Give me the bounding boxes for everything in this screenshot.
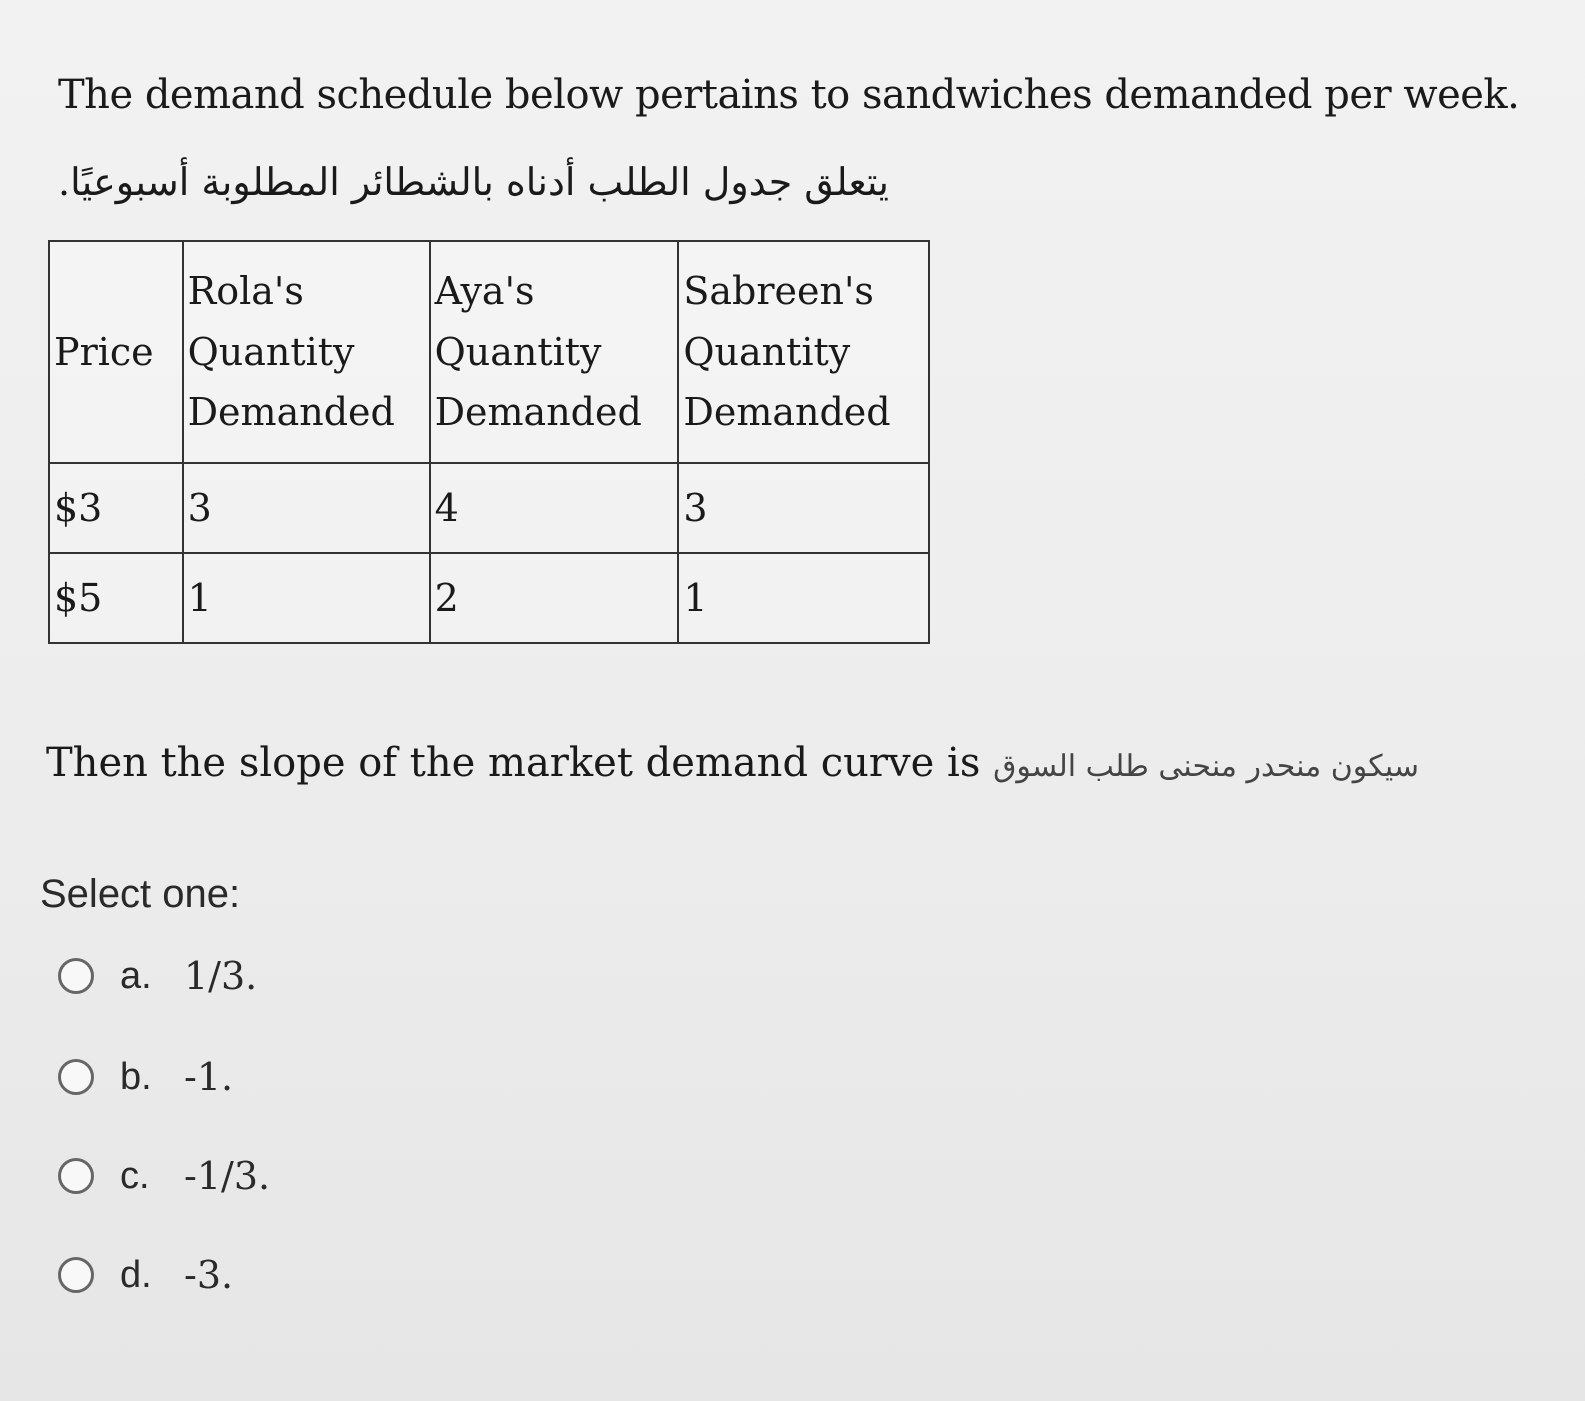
option-b[interactable]	[58, 1055, 233, 1099]
option-d[interactable]	[58, 1253, 233, 1297]
demand-schedule-table	[48, 240, 930, 644]
header-sabreen-quantity: Sabreen's Quantity Demanded	[678, 241, 929, 463]
cell-rola: 1	[183, 553, 430, 643]
option-a[interactable]	[58, 954, 257, 998]
cell-rola: 3	[183, 463, 430, 553]
radio-button-a[interactable]	[58, 958, 94, 994]
option-letter: d.	[120, 1253, 152, 1296]
header-price: Price	[49, 241, 183, 463]
slope-question-arabic: سيكون منحدر منحنى طلب السوق	[993, 749, 1420, 784]
cell-sabreen: 3	[678, 463, 929, 553]
header-aya-quantity: Aya's Quantity Demanded	[430, 241, 679, 463]
question-text-arabic: يتعلق جدول الطلب أدناه بالشطائر المطلوبة أسبوعيًا.	[58, 160, 889, 204]
option-text: -3.	[184, 1253, 234, 1297]
option-text: -1/3.	[184, 1154, 271, 1198]
cell-aya: 4	[430, 463, 679, 553]
radio-button-b[interactable]	[58, 1059, 94, 1095]
cell-sabreen: 1	[678, 553, 929, 643]
option-letter: a.	[120, 954, 152, 997]
slope-question	[46, 740, 1419, 786]
radio-button-c[interactable]	[58, 1158, 94, 1194]
radio-button-d[interactable]	[58, 1257, 94, 1293]
cell-aya: 2	[430, 553, 679, 643]
option-letter: b.	[120, 1055, 152, 1098]
table-header-row	[49, 241, 929, 463]
table-row	[49, 463, 929, 553]
cell-price: $5	[49, 553, 183, 643]
option-text: 1/3.	[184, 954, 258, 998]
select-one-label: Select one:	[40, 872, 241, 916]
option-c[interactable]	[58, 1154, 270, 1198]
option-text: -1.	[184, 1055, 234, 1099]
cell-price: $3	[49, 463, 183, 553]
option-letter: c.	[120, 1154, 150, 1197]
slope-question-english: Then the slope of the market demand curve is	[46, 740, 981, 786]
question-text: The demand schedule below pertains to sandwiches demanded per week.	[58, 72, 1520, 118]
header-rola-quantity: Rola's Quantity Demanded	[183, 241, 430, 463]
table-row	[49, 553, 929, 643]
